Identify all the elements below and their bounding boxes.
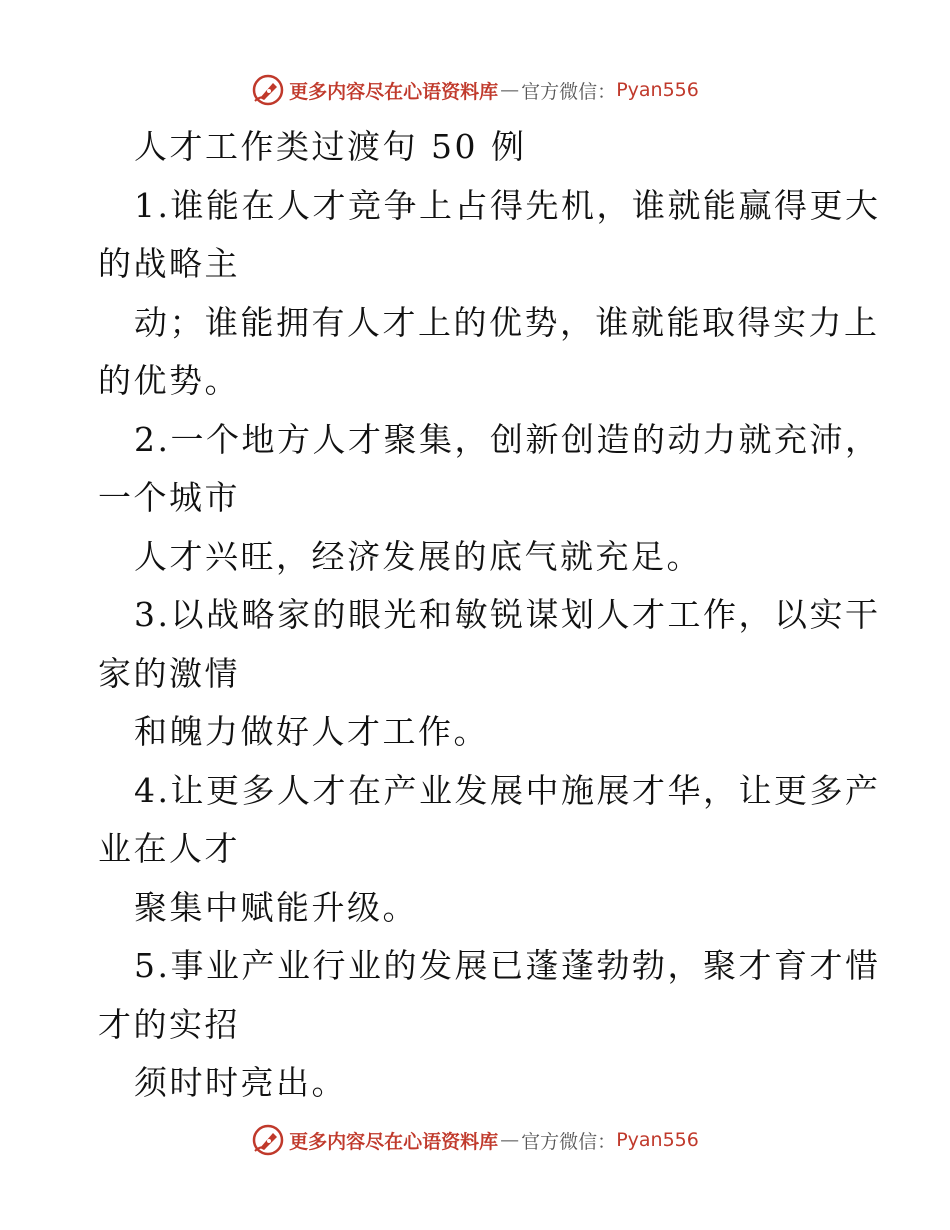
text-line: 聚集中赋能升级。 bbox=[134, 887, 418, 927]
banner-wechat-label: 官方微信： bbox=[521, 80, 617, 103]
text-line: 一个城市 bbox=[98, 478, 240, 517]
text-line: 的优势。 bbox=[98, 361, 240, 400]
document-title: 人才工作类过渡句 50 例 bbox=[134, 127, 527, 166]
text-line: 1.谁能在人才竞争上占得先机，谁就能赢得更大 bbox=[134, 185, 881, 225]
text-line: 家的激情 bbox=[98, 653, 240, 693]
text-line: 业在人才 bbox=[98, 829, 240, 868]
document-body bbox=[98, 118, 881, 1113]
banner-dash: — bbox=[500, 1129, 520, 1151]
text-line: 的战略主 bbox=[98, 244, 240, 283]
banner-wechat-id: Pyan556 bbox=[616, 79, 699, 101]
footer-watermark-banner bbox=[0, 1120, 950, 1160]
text-line: 2.一个地方人才聚集，创新创造的动力就充沛， bbox=[134, 419, 881, 459]
text-line: 动；谁能拥有人才上的优势，谁就能取得实力上 bbox=[134, 302, 880, 342]
banner-brand-text: 更多内容尽在心语资料库 bbox=[289, 80, 499, 103]
text-line: 3.以战略家的眼光和敏锐谋划人才工作，以实干 bbox=[134, 595, 881, 634]
banner-wechat-id: Pyan556 bbox=[616, 1129, 699, 1151]
banner-dash: — bbox=[500, 79, 520, 101]
banner-brand-text: 更多内容尽在心语资料库 bbox=[289, 1130, 499, 1153]
text-line: 须时时亮出。 bbox=[134, 1063, 347, 1102]
text-line: 才的实招 bbox=[98, 1004, 240, 1044]
banner-wechat-label: 官方微信： bbox=[521, 1130, 617, 1153]
text-line: 人才兴旺，经济发展的底气就充足。 bbox=[134, 536, 702, 576]
pen-nib-logo-icon bbox=[251, 1123, 285, 1157]
text-line: 5.事业产业行业的发展已蓬蓬勃勃，聚才育才惜 bbox=[134, 946, 881, 985]
text-line: 4.让更多人才在产业发展中施展才华，让更多产 bbox=[134, 770, 881, 810]
text-line: 和魄力做好人才工作。 bbox=[134, 712, 489, 751]
header-watermark-banner bbox=[0, 70, 950, 110]
pen-nib-logo-icon bbox=[251, 73, 285, 107]
